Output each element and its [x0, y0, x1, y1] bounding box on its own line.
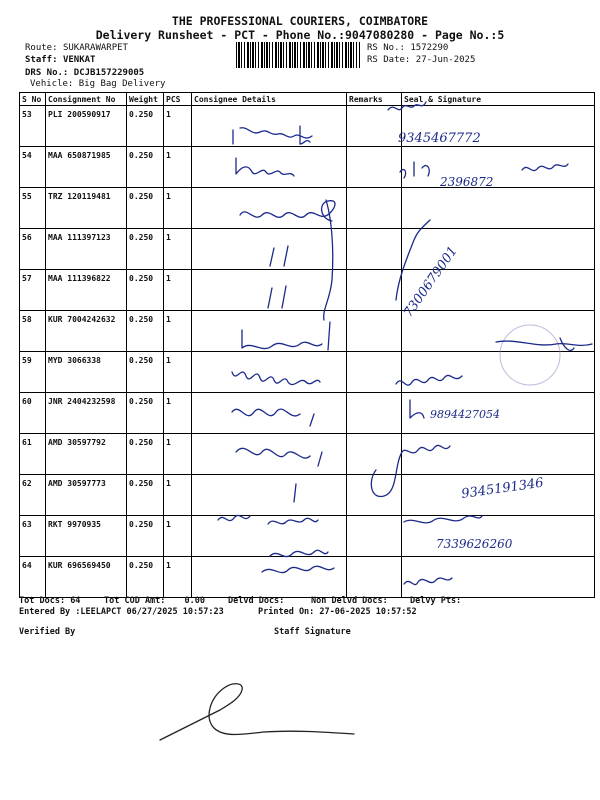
col-weight: Weight — [127, 93, 164, 106]
row-pcs: 1 — [164, 270, 192, 311]
row-sno: 58 — [20, 311, 46, 352]
rs-no-value: 1572290 — [410, 43, 449, 53]
col-sno: S No — [20, 93, 46, 106]
row-consignment: JNR 2404232598 — [46, 393, 127, 434]
row-weight: 0.250 — [127, 434, 164, 475]
signature-scribble — [388, 102, 426, 110]
route-label: Route: — [25, 43, 58, 53]
seal-stamp — [500, 325, 560, 385]
staff-value: VENKAT — [62, 55, 96, 65]
row-sno: 61 — [20, 434, 46, 475]
signature-scribble — [233, 126, 312, 144]
signature-scribble — [396, 375, 462, 385]
row-consignment: MAA 111397123 — [46, 229, 127, 270]
tot-cod — [104, 596, 205, 606]
row-pcs: 1 — [164, 147, 192, 188]
row-sno: 63 — [20, 516, 46, 557]
row-weight: 0.250 — [127, 352, 164, 393]
row-consignment: PLI 200590917 — [46, 106, 127, 147]
staff-label: Staff: — [25, 55, 58, 65]
signature-scribble — [496, 338, 592, 350]
row-consignment: RKT 9970935 — [46, 516, 127, 557]
row-consignment: AMD 30597773 — [46, 475, 127, 516]
signature-scribble — [240, 201, 335, 221]
row-weight: 0.250 — [127, 393, 164, 434]
row-pcs: 1 — [164, 475, 192, 516]
vehicle-value: Big Bag Delivery — [78, 79, 166, 89]
row-sno: 56 — [20, 229, 46, 270]
row-sno: 64 — [20, 557, 46, 598]
row-weight: 0.250 — [127, 516, 164, 557]
rs-date-label: RS Date: — [367, 55, 411, 65]
row-consignment: AMD 30597792 — [46, 434, 127, 475]
row-consignment: KUR 696569450 — [46, 557, 127, 598]
handwritten-phone: 9894427054 — [430, 408, 500, 421]
col-consignment: Consignment No — [46, 93, 127, 106]
handwritten-phone: 9345467772 — [398, 131, 481, 146]
row-sno: 53 — [20, 106, 46, 147]
drs-label: DRS No.: — [25, 68, 69, 78]
handwritten-phone: 7300679001 — [400, 243, 461, 321]
row-consignment: MAA 111396822 — [46, 270, 127, 311]
signature-scribble — [218, 515, 318, 524]
signature-scribble — [410, 400, 424, 418]
col-consignee: Consignee Details — [192, 93, 347, 106]
row-pcs: 1 — [164, 557, 192, 598]
row-pcs: 1 — [164, 311, 192, 352]
row-sno: 54 — [20, 147, 46, 188]
row-consignment: KUR 7004242632 — [46, 311, 127, 352]
staff-signature-scribble — [160, 684, 354, 740]
row-pcs: 1 — [164, 434, 192, 475]
rs-no-label: RS No.: — [367, 43, 405, 53]
tot-docs-value: 64 — [70, 596, 81, 606]
row-sno: 62 — [20, 475, 46, 516]
signature-scribble — [294, 484, 296, 502]
printed-on-value: 27-06-2025 10:57:52 — [319, 607, 417, 617]
row-pcs: 1 — [164, 516, 192, 557]
route-value: SUKARAWARPET — [62, 43, 128, 53]
rs-date-value: 27-Jun-2025 — [415, 55, 476, 65]
tot-cod-value: 0.00 — [184, 596, 206, 606]
row-sno: 57 — [20, 270, 46, 311]
handwritten-phone: 7339626260 — [436, 537, 513, 551]
row-consignment: MAA 650871985 — [46, 147, 127, 188]
row-weight: 0.250 — [127, 147, 164, 188]
entered-by-line — [19, 607, 224, 617]
row-pcs: 1 — [164, 229, 192, 270]
signature-scribble — [236, 448, 322, 466]
staff-signature-label: Staff Signature — [274, 627, 351, 637]
signature-scribble — [242, 322, 330, 350]
row-pcs: 1 — [164, 106, 192, 147]
tot-docs-label: Tot Docs: — [19, 596, 66, 606]
signature-scribble — [371, 445, 450, 496]
handwritten-phone: 2396872 — [440, 175, 494, 189]
row-sno: 60 — [20, 393, 46, 434]
row-weight: 0.250 — [127, 311, 164, 352]
tot-cod-label: Tot COD Amt: — [104, 596, 166, 606]
signature-scribble — [400, 162, 429, 178]
signature-scribble — [236, 158, 294, 176]
col-seal: Seal & Signature — [402, 93, 595, 106]
delvy-pts-label: Delvy Pts: — [410, 596, 462, 606]
signature-scribble — [232, 372, 320, 385]
footer-line-1 — [19, 596, 80, 606]
row-weight: 0.250 — [127, 229, 164, 270]
row-weight: 0.250 — [127, 106, 164, 147]
runsheet-subtitle: Delivery Runsheet - PCT - Phone No.:9047080280 - Page No.:5 — [95, 28, 505, 42]
row-consignment: MYD 3066338 — [46, 352, 127, 393]
signature-scribble — [268, 286, 286, 308]
row-pcs: 1 — [164, 393, 192, 434]
signature-scribble — [232, 409, 314, 426]
company-title: THE PROFESSIONAL COURIERS, COIMBATORE — [171, 14, 429, 28]
row-consignment: TRZ 120119481 — [46, 188, 127, 229]
row-pcs: 1 — [164, 352, 192, 393]
row-weight: 0.250 — [127, 270, 164, 311]
signature-scribble — [262, 566, 334, 572]
verified-by-label: Verified By — [19, 627, 76, 637]
printed-on-line — [258, 607, 417, 617]
delvd-docs-label: Delvd Docs: — [228, 596, 285, 606]
signature-scribble — [522, 164, 568, 171]
signature-scribble — [404, 578, 452, 585]
row-sno: 55 — [20, 188, 46, 229]
row-weight: 0.250 — [127, 188, 164, 229]
entered-by-value: LEELAPCT 06/27/2025 10:57:23 — [80, 607, 224, 617]
signature-scribble — [270, 246, 288, 266]
signature-scribble — [270, 550, 328, 556]
row-weight: 0.250 — [127, 557, 164, 598]
printed-on-label: Printed On: — [258, 607, 315, 617]
entered-by-label: Entered By : — [19, 607, 81, 617]
vehicle-label: Vehicle: — [30, 79, 74, 89]
non-delvd-docs-label: Non Delvd Docs: — [311, 596, 388, 606]
col-pcs: PCS — [164, 93, 192, 106]
handwritten-phone: 9345191346 — [460, 475, 545, 502]
drs-value: DCJB157229005 — [73, 68, 145, 78]
row-pcs: 1 — [164, 188, 192, 229]
col-remarks: Remarks — [347, 93, 402, 106]
row-weight: 0.250 — [127, 475, 164, 516]
signature-scribble — [404, 516, 482, 523]
row-sno: 59 — [20, 352, 46, 393]
